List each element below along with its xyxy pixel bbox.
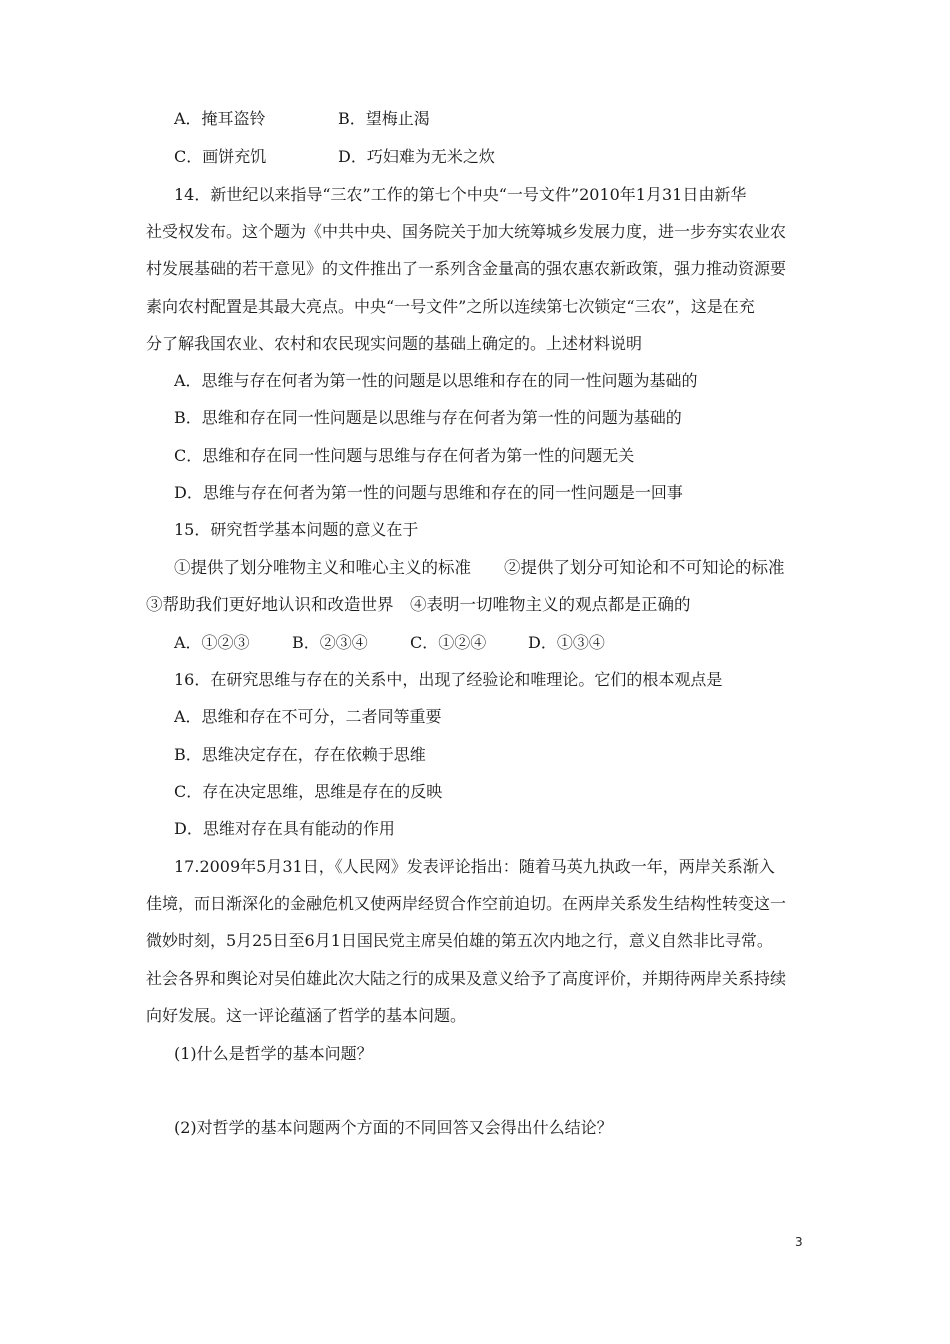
q16-option-c: C．存在决定思维，思维是存在的反映 [174, 782, 443, 801]
q16-stem: 16．在研究思维与存在的关系中，出现了经验论和唯理论。它们的根本观点是 [174, 670, 723, 689]
q14-stem-line-4: 素向农村配置是其最大亮点。中央“一号文件”之所以连续第七次锁定“三农”，这是在充 [146, 297, 755, 316]
q14-stem-line-3: 村发展基础的若干意见》的文件推出了一系列含金量高的强农惠农新政策，强力推动资源要 [146, 259, 787, 278]
q15-stem: 15．研究哲学基本问题的意义在于 [174, 520, 419, 539]
q16-option-d: D．思维对存在具有能动的作用 [174, 819, 395, 838]
q13-option-b: B．望梅止渴 [338, 109, 430, 128]
q17-stem-line-4: 社会各界和舆论对吴伯雄此次大陆之行的成果及意义给予了高度评价，并期待两岸关系持续 [146, 969, 787, 988]
q13-option-d: D．巧妇难为无米之炊 [338, 147, 495, 166]
q14-stem-line-5: 分了解我国农业、农村和农民现实问题的基础上确定的。上述材料说明 [146, 334, 643, 353]
q15-option-b: B．②③④ [292, 633, 368, 652]
q14-option-d: D．思维与存在何者为第一性的问题与思维和存在的同一性问题是一回事 [174, 483, 683, 502]
q17-stem-line-5: 向好发展。这一评论蕴涵了哲学的基本问题。 [146, 1006, 467, 1025]
q14-stem-line-2: 社受权发布。这个题为《中共中央、国务院关于加大统筹城乡发展力度，进一步夯实农业农 [146, 222, 787, 241]
q15-option-c: C．①②④ [410, 633, 487, 652]
q14-stem-line-1: 14．新世纪以来指导“三农”工作的第七个中央“一号文件”2010年1月31日由新华 [174, 185, 747, 204]
q17-stem-line-2: 佳境，而日渐深化的金融危机又使两岸经贸合作空前迫切。在两岸关系发生结构性转变这一 [146, 894, 787, 913]
q15-option-d: D．①③④ [528, 633, 605, 652]
q17-stem-line-1: 17.2009年5月31日，《人民网》发表评论指出：随着马英九执政一年，两岸关系渐入 [174, 857, 775, 876]
q17-stem-line-3: 微妙时刻，5月25日至6月1日国民党主席吴伯雄的第五次内地之行，意义自然非比寻常。 [146, 931, 773, 950]
q14-option-c: C．思维和存在同一性问题与思维与存在何者为第一性的问题无关 [174, 446, 635, 465]
q17-subquestion-2: (2)对哲学的基本问题两个方面的不同回答又会得出什么结论？ [174, 1118, 613, 1137]
q15-options-row [174, 632, 605, 654]
q15-items-line-1: ①提供了划分唯物主义和唯心主义的标准 ②提供了划分可知论和不可知论的标准 [174, 558, 785, 577]
page-number: 3 [795, 1235, 803, 1249]
q13-options-row-2 [174, 146, 495, 168]
q17-subquestion-1: (1)什么是哲学的基本问题？ [174, 1044, 373, 1063]
q13-option-c: C．画饼充饥 [174, 147, 267, 166]
q15-items-line-2: ③帮助我们更好地认识和改造世界 ④表明一切唯物主义的观点都是正确的 [146, 595, 691, 614]
q13-options-row-1 [174, 108, 430, 130]
q13-option-a: A．掩耳盗铃 [174, 109, 266, 128]
q16-option-b: B．思维决定存在，存在依赖于思维 [174, 745, 426, 764]
q16-option-a: A．思维和存在不可分，二者同等重要 [174, 707, 442, 726]
q14-option-b: B．思维和存在同一性问题是以思维与存在何者为第一性的问题为基础的 [174, 408, 682, 427]
q14-option-a: A．思维与存在何者为第一性的问题是以思维和存在的同一性问题为基础的 [174, 371, 698, 390]
q15-option-a: A．①②③ [174, 633, 250, 652]
